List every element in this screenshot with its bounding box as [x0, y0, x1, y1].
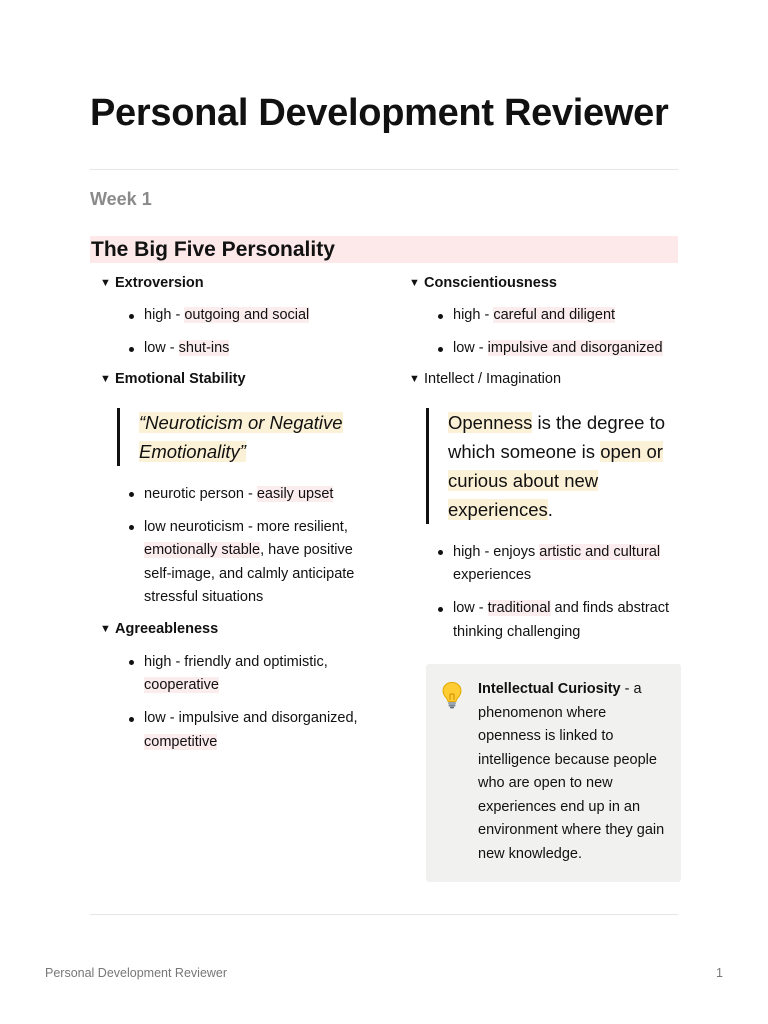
- highlighted-text: impulsive and disorganized: [487, 340, 663, 356]
- item-suffix: and finds abstract thinking challenging: [453, 600, 670, 640]
- item-suffix: , have positive self-image, and calmly anticipate stressful situations: [144, 542, 355, 605]
- bottom-divider: [90, 914, 678, 915]
- toggle-triangle-icon[interactable]: ▼: [409, 373, 420, 386]
- intellect-list: [409, 541, 681, 645]
- section-heading: The Big Five Personality: [90, 236, 678, 263]
- toggle-agreeableness[interactable]: [100, 619, 380, 642]
- highlighted-text: careful and diligent: [493, 307, 616, 323]
- highlighted-text: cooperative: [144, 677, 219, 693]
- toggle-extroversion[interactable]: [100, 272, 380, 295]
- list-item: [409, 304, 681, 328]
- emotional-stability-list: [100, 483, 380, 610]
- callout-icon-slot: [441, 678, 478, 866]
- list-item: [100, 337, 380, 361]
- callout-term: Intellectual Curiosity: [478, 681, 621, 697]
- top-divider: [90, 169, 678, 170]
- footer-page-number: 1: [716, 966, 723, 980]
- left-column: [100, 272, 380, 754]
- highlighted-text: artistic and cultural: [539, 543, 661, 560]
- quote-text: .: [547, 498, 553, 520]
- conscientiousness-list: [409, 304, 681, 361]
- item-prefix: high -: [144, 307, 185, 323]
- page-title: Personal Development Reviewer: [90, 92, 669, 134]
- highlighted-text: easily upset: [256, 485, 334, 502]
- toggle-label: Extroversion: [115, 274, 204, 291]
- toggle-triangle-icon[interactable]: ▼: [100, 623, 111, 636]
- toggle-triangle-icon[interactable]: ▼: [100, 276, 111, 289]
- callout-text: [478, 678, 667, 866]
- footer-title: Personal Development Reviewer: [45, 966, 228, 980]
- highlighted-text: open or curious about new experiences: [448, 440, 663, 520]
- agreeableness-list: [100, 651, 380, 755]
- highlighted-text: shut-ins: [178, 340, 230, 356]
- list-item: [100, 483, 380, 507]
- extroversion-list: [100, 304, 380, 361]
- item-prefix: low neuroticism - more resilient,: [144, 518, 348, 535]
- list-item: [409, 597, 681, 644]
- highlighted-text: competitive: [144, 733, 218, 750]
- item-prefix: low -: [453, 340, 488, 356]
- list-item: [100, 707, 380, 754]
- item-prefix: low -: [453, 600, 488, 616]
- list-item: [100, 516, 380, 610]
- toggle-label: Agreeableness: [115, 621, 219, 638]
- item-prefix: neurotic person -: [144, 485, 257, 502]
- quote-text: is the degree to which someone is: [448, 411, 666, 462]
- right-column: [409, 272, 681, 882]
- week-heading: Week 1: [90, 189, 152, 209]
- highlighted-text: Openness: [448, 411, 533, 433]
- lightbulb-icon: [441, 681, 463, 709]
- toggle-triangle-icon[interactable]: ▼: [100, 373, 111, 386]
- list-item: [409, 541, 681, 588]
- neuroticism-quote: [117, 408, 380, 466]
- openness-quote: [426, 408, 681, 524]
- item-prefix: low - impulsive and disorganized,: [144, 710, 358, 726]
- highlighted-text: traditional: [487, 600, 551, 616]
- toggle-emotional-stability[interactable]: [100, 369, 380, 392]
- toggle-label: Conscientiousness: [424, 274, 557, 291]
- list-item: [409, 337, 681, 361]
- item-prefix: high -: [453, 307, 494, 323]
- toggle-conscientiousness[interactable]: [409, 272, 681, 295]
- toggle-intellect-imagination[interactable]: [409, 369, 681, 392]
- highlighted-text: outgoing and social: [184, 307, 310, 323]
- toggle-label: Intellect / Imagination: [424, 371, 562, 388]
- item-prefix: low -: [144, 340, 179, 356]
- list-item: [100, 304, 380, 328]
- item-suffix: experiences: [453, 567, 532, 583]
- callout-intellectual-curiosity: [426, 664, 681, 882]
- callout-body: - a phenomenon where openness is linked to intelligence because people who are open to new experiences end up in an environment where they gain new knowledge.: [478, 681, 665, 862]
- quote-text: “Neuroticism or Negative Emotionality”: [139, 411, 343, 462]
- item-prefix: high - friendly and optimistic,: [144, 653, 328, 670]
- list-item: [100, 651, 380, 698]
- item-prefix: high - enjoys: [453, 543, 540, 560]
- toggle-triangle-icon[interactable]: ▼: [409, 276, 420, 289]
- toggle-label: Emotional Stability: [115, 371, 246, 388]
- highlighted-text: emotionally stable: [144, 542, 261, 558]
